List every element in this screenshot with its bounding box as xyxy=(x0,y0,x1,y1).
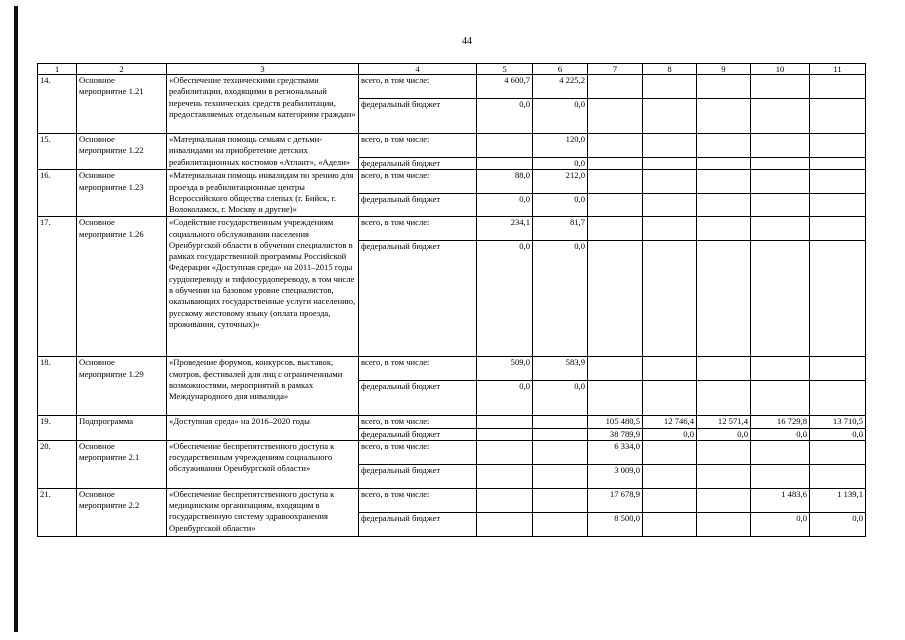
amount-cell: 0,0 xyxy=(477,381,533,416)
amount-cell xyxy=(588,241,643,357)
amount-cell xyxy=(810,440,866,464)
amount-cell xyxy=(588,158,643,170)
amount-cell xyxy=(697,381,751,416)
amount-cell xyxy=(477,134,533,158)
amount-cell: 0,0 xyxy=(751,512,810,536)
amount-cell: 0,0 xyxy=(643,428,697,440)
amount-cell xyxy=(751,217,810,241)
table-row xyxy=(38,416,866,428)
amount-cell: 0,0 xyxy=(810,512,866,536)
amount-cell xyxy=(643,134,697,158)
amount-cell xyxy=(697,194,751,217)
row-number: 16. xyxy=(38,170,77,217)
amount-cell: 88,0 xyxy=(477,170,533,194)
amount-cell xyxy=(643,99,697,134)
amount-cell xyxy=(697,99,751,134)
table-row xyxy=(38,488,866,512)
amount-cell: 0,0 xyxy=(477,241,533,357)
measure-name: «Доступная среда» на 2016–2020 годы xyxy=(167,416,359,441)
amount-cell xyxy=(751,381,810,416)
amount-cell: 8 500,0 xyxy=(588,512,643,536)
amount-cell xyxy=(810,194,866,217)
amount-cell: 17 678,9 xyxy=(588,488,643,512)
column-number-9: 9 xyxy=(697,64,751,75)
amount-cell xyxy=(810,134,866,158)
amount-cell xyxy=(751,75,810,99)
amount-cell: 12 571,4 xyxy=(697,416,751,428)
amount-cell xyxy=(643,241,697,357)
amount-cell xyxy=(477,428,533,440)
amount-cell xyxy=(697,512,751,536)
amount-cell xyxy=(751,170,810,194)
funding-source: всего, в том числе: xyxy=(359,416,477,428)
amount-cell: 12 746,4 xyxy=(643,416,697,428)
funding-source: федеральный бюджет xyxy=(359,464,477,488)
amount-cell xyxy=(751,440,810,464)
amount-cell: 0,0 xyxy=(533,194,588,217)
amount-cell xyxy=(533,428,588,440)
amount-cell xyxy=(477,158,533,170)
amount-cell xyxy=(643,217,697,241)
amount-cell: 0,0 xyxy=(477,194,533,217)
amount-cell xyxy=(751,99,810,134)
amount-cell xyxy=(643,194,697,217)
amount-cell xyxy=(643,357,697,381)
row-number: 17. xyxy=(38,217,77,357)
amount-cell xyxy=(810,357,866,381)
amount-cell xyxy=(810,158,866,170)
amount-cell xyxy=(588,194,643,217)
amount-cell xyxy=(588,170,643,194)
amount-cell xyxy=(751,357,810,381)
amount-cell xyxy=(643,158,697,170)
measure-name: «Проведение форумов, конкурсов, выставок, смотров, фестивалей для лиц с ограниченными возможностями, мероприятий в рамках Международного дня инвалида» xyxy=(167,357,359,416)
amount-cell xyxy=(697,217,751,241)
amount-cell xyxy=(751,241,810,357)
amount-cell xyxy=(533,416,588,428)
funding-source: всего, в том числе: xyxy=(359,75,477,99)
amount-cell xyxy=(697,241,751,357)
measure-name: «Обеспечение техническими средствами реабилитации, входящими в региональный перечень технических средств реабилитации, предоставляемых отдельным категориям граждан» xyxy=(167,75,359,134)
amount-cell: 0,0 xyxy=(810,428,866,440)
amount-cell: 0,0 xyxy=(533,158,588,170)
amount-cell xyxy=(697,440,751,464)
funding-source: всего, в том числе: xyxy=(359,134,477,158)
amount-cell: 120,0 xyxy=(533,134,588,158)
amount-cell: 4 225,2 xyxy=(533,75,588,99)
amount-cell: 3 009,0 xyxy=(588,464,643,488)
amount-cell xyxy=(643,464,697,488)
column-number-7: 7 xyxy=(588,64,643,75)
measure-name: «Обеспечение беспрепятственного доступа к медицинским организациям, входящим в государственную систему здравоохранения Оренбургской области» xyxy=(167,488,359,536)
amount-cell: 16 729,8 xyxy=(751,416,810,428)
page-number: 44 xyxy=(462,36,472,47)
amount-cell: 234,1 xyxy=(477,217,533,241)
measure-type: Основное мероприятие 1.23 xyxy=(77,170,167,217)
funding-source: федеральный бюджет xyxy=(359,512,477,536)
funding-source: федеральный бюджет xyxy=(359,241,477,357)
row-number: 18. xyxy=(38,357,77,416)
amount-cell: 1 483,6 xyxy=(751,488,810,512)
funding-source: федеральный бюджет xyxy=(359,99,477,134)
amount-cell xyxy=(810,381,866,416)
amount-cell xyxy=(810,217,866,241)
amount-cell xyxy=(697,75,751,99)
amount-cell: 4 600,7 xyxy=(477,75,533,99)
amount-cell: 81,7 xyxy=(533,217,588,241)
amount-cell xyxy=(643,512,697,536)
amount-cell xyxy=(643,440,697,464)
amount-cell xyxy=(751,134,810,158)
table-row xyxy=(38,217,866,241)
amount-cell xyxy=(751,464,810,488)
table-row xyxy=(38,75,866,99)
measure-type: Подпрограмма xyxy=(77,416,167,441)
amount-cell xyxy=(810,170,866,194)
column-number-8: 8 xyxy=(643,64,697,75)
amount-cell xyxy=(697,170,751,194)
amount-cell: 38 789,9 xyxy=(588,428,643,440)
row-number: 20. xyxy=(38,440,77,488)
amount-cell xyxy=(810,75,866,99)
table-row xyxy=(38,357,866,381)
amount-cell: 0,0 xyxy=(477,99,533,134)
amount-cell: 0,0 xyxy=(533,381,588,416)
amount-cell: 13 710,5 xyxy=(810,416,866,428)
amount-cell xyxy=(643,488,697,512)
amount-cell: 583,9 xyxy=(533,357,588,381)
funding-source: федеральный бюджет xyxy=(359,158,477,170)
measure-type: Основное мероприятие 2.1 xyxy=(77,440,167,488)
amount-cell xyxy=(643,75,697,99)
column-number-3: 3 xyxy=(167,64,359,75)
measure-name: «Содействие государственным учреждениям социального обслуживания населения Оренбургской области в обучении специалистов в рамках государственной программы Российской Федерации «Доступная среда» на 2011–2015 годы сурдопереводу и тифлосурдопереводу, в том числе в обучении на базовом уровне специалистов, оказывающих государственные услуги населению, русскому жестовому языку (оплата проезда, проживания, суточных)» xyxy=(167,217,359,357)
row-number: 15. xyxy=(38,134,77,170)
amount-cell xyxy=(533,488,588,512)
measure-type: Основное мероприятие 2.2 xyxy=(77,488,167,536)
row-number: 19. xyxy=(38,416,77,441)
amount-cell xyxy=(588,99,643,134)
amount-cell: 0,0 xyxy=(533,99,588,134)
amount-cell: 212,0 xyxy=(533,170,588,194)
amount-cell xyxy=(643,381,697,416)
row-number: 21. xyxy=(38,488,77,536)
amount-cell xyxy=(810,464,866,488)
amount-cell: 1 139,1 xyxy=(810,488,866,512)
measure-name: «Обеспечение беспрепятственного доступа к государственным учреждениям социального обслуживания Оренбургской области» xyxy=(167,440,359,488)
amount-cell: 0,0 xyxy=(751,428,810,440)
amount-cell xyxy=(588,381,643,416)
funding-source: всего, в том числе: xyxy=(359,440,477,464)
amount-cell xyxy=(588,75,643,99)
amount-cell xyxy=(697,488,751,512)
measure-type: Основное мероприятие 1.22 xyxy=(77,134,167,170)
amount-cell xyxy=(477,464,533,488)
table-row xyxy=(38,170,866,194)
column-number-4: 4 xyxy=(359,64,477,75)
amount-cell xyxy=(533,440,588,464)
measure-type: Основное мероприятие 1.26 xyxy=(77,217,167,357)
row-number: 14. xyxy=(38,75,77,134)
table-row xyxy=(38,134,866,158)
amount-cell xyxy=(477,416,533,428)
measure-type: Основное мероприятие 1.29 xyxy=(77,357,167,416)
funding-source: федеральный бюджет xyxy=(359,381,477,416)
amount-cell: 509,0 xyxy=(477,357,533,381)
column-number-6: 6 xyxy=(533,64,588,75)
amount-cell: 105 480,5 xyxy=(588,416,643,428)
column-number-2: 2 xyxy=(77,64,167,75)
measure-name: «Материальная помощь инвалидам по зрению для проезда в реабилитационные центры Всероссийского общества слепых (г. Бийск, г. Волоколамск, г. Москву и другие)» xyxy=(167,170,359,217)
amount-cell xyxy=(751,158,810,170)
column-number-10: 10 xyxy=(751,64,810,75)
amount-cell xyxy=(533,464,588,488)
amount-cell xyxy=(697,357,751,381)
table-row xyxy=(38,440,866,464)
scan-left-edge xyxy=(14,6,18,632)
amount-cell xyxy=(697,464,751,488)
amount-cell xyxy=(477,512,533,536)
funding-source: федеральный бюджет xyxy=(359,194,477,217)
column-number-5: 5 xyxy=(477,64,533,75)
amount-cell: 0,0 xyxy=(697,428,751,440)
amount-cell xyxy=(810,99,866,134)
amount-cell xyxy=(477,488,533,512)
amount-cell xyxy=(588,357,643,381)
amount-cell xyxy=(533,512,588,536)
funding-source: федеральный бюджет xyxy=(359,428,477,440)
amount-cell xyxy=(697,158,751,170)
amount-cell xyxy=(810,241,866,357)
amount-cell xyxy=(751,194,810,217)
funding-source: всего, в том числе: xyxy=(359,488,477,512)
amount-cell xyxy=(588,134,643,158)
amount-cell xyxy=(588,217,643,241)
amount-cell: 0,0 xyxy=(533,241,588,357)
amount-cell xyxy=(477,440,533,464)
funding-source: всего, в том числе: xyxy=(359,357,477,381)
funding-table xyxy=(37,63,866,537)
funding-source: всего, в том числе: xyxy=(359,170,477,194)
amount-cell xyxy=(643,170,697,194)
funding-source: всего, в том числе: xyxy=(359,217,477,241)
measure-type: Основное мероприятие 1.21 xyxy=(77,75,167,134)
header-row xyxy=(38,64,866,75)
measure-name: «Материальная помощь семьям с детьми-инвалидами на приобретение детских реабилитационных костюмов «Атлант», «Адели» xyxy=(167,134,359,170)
amount-cell xyxy=(697,134,751,158)
column-number-1: 1 xyxy=(38,64,77,75)
column-number-11: 11 xyxy=(810,64,866,75)
amount-cell: 6 334,0 xyxy=(588,440,643,464)
